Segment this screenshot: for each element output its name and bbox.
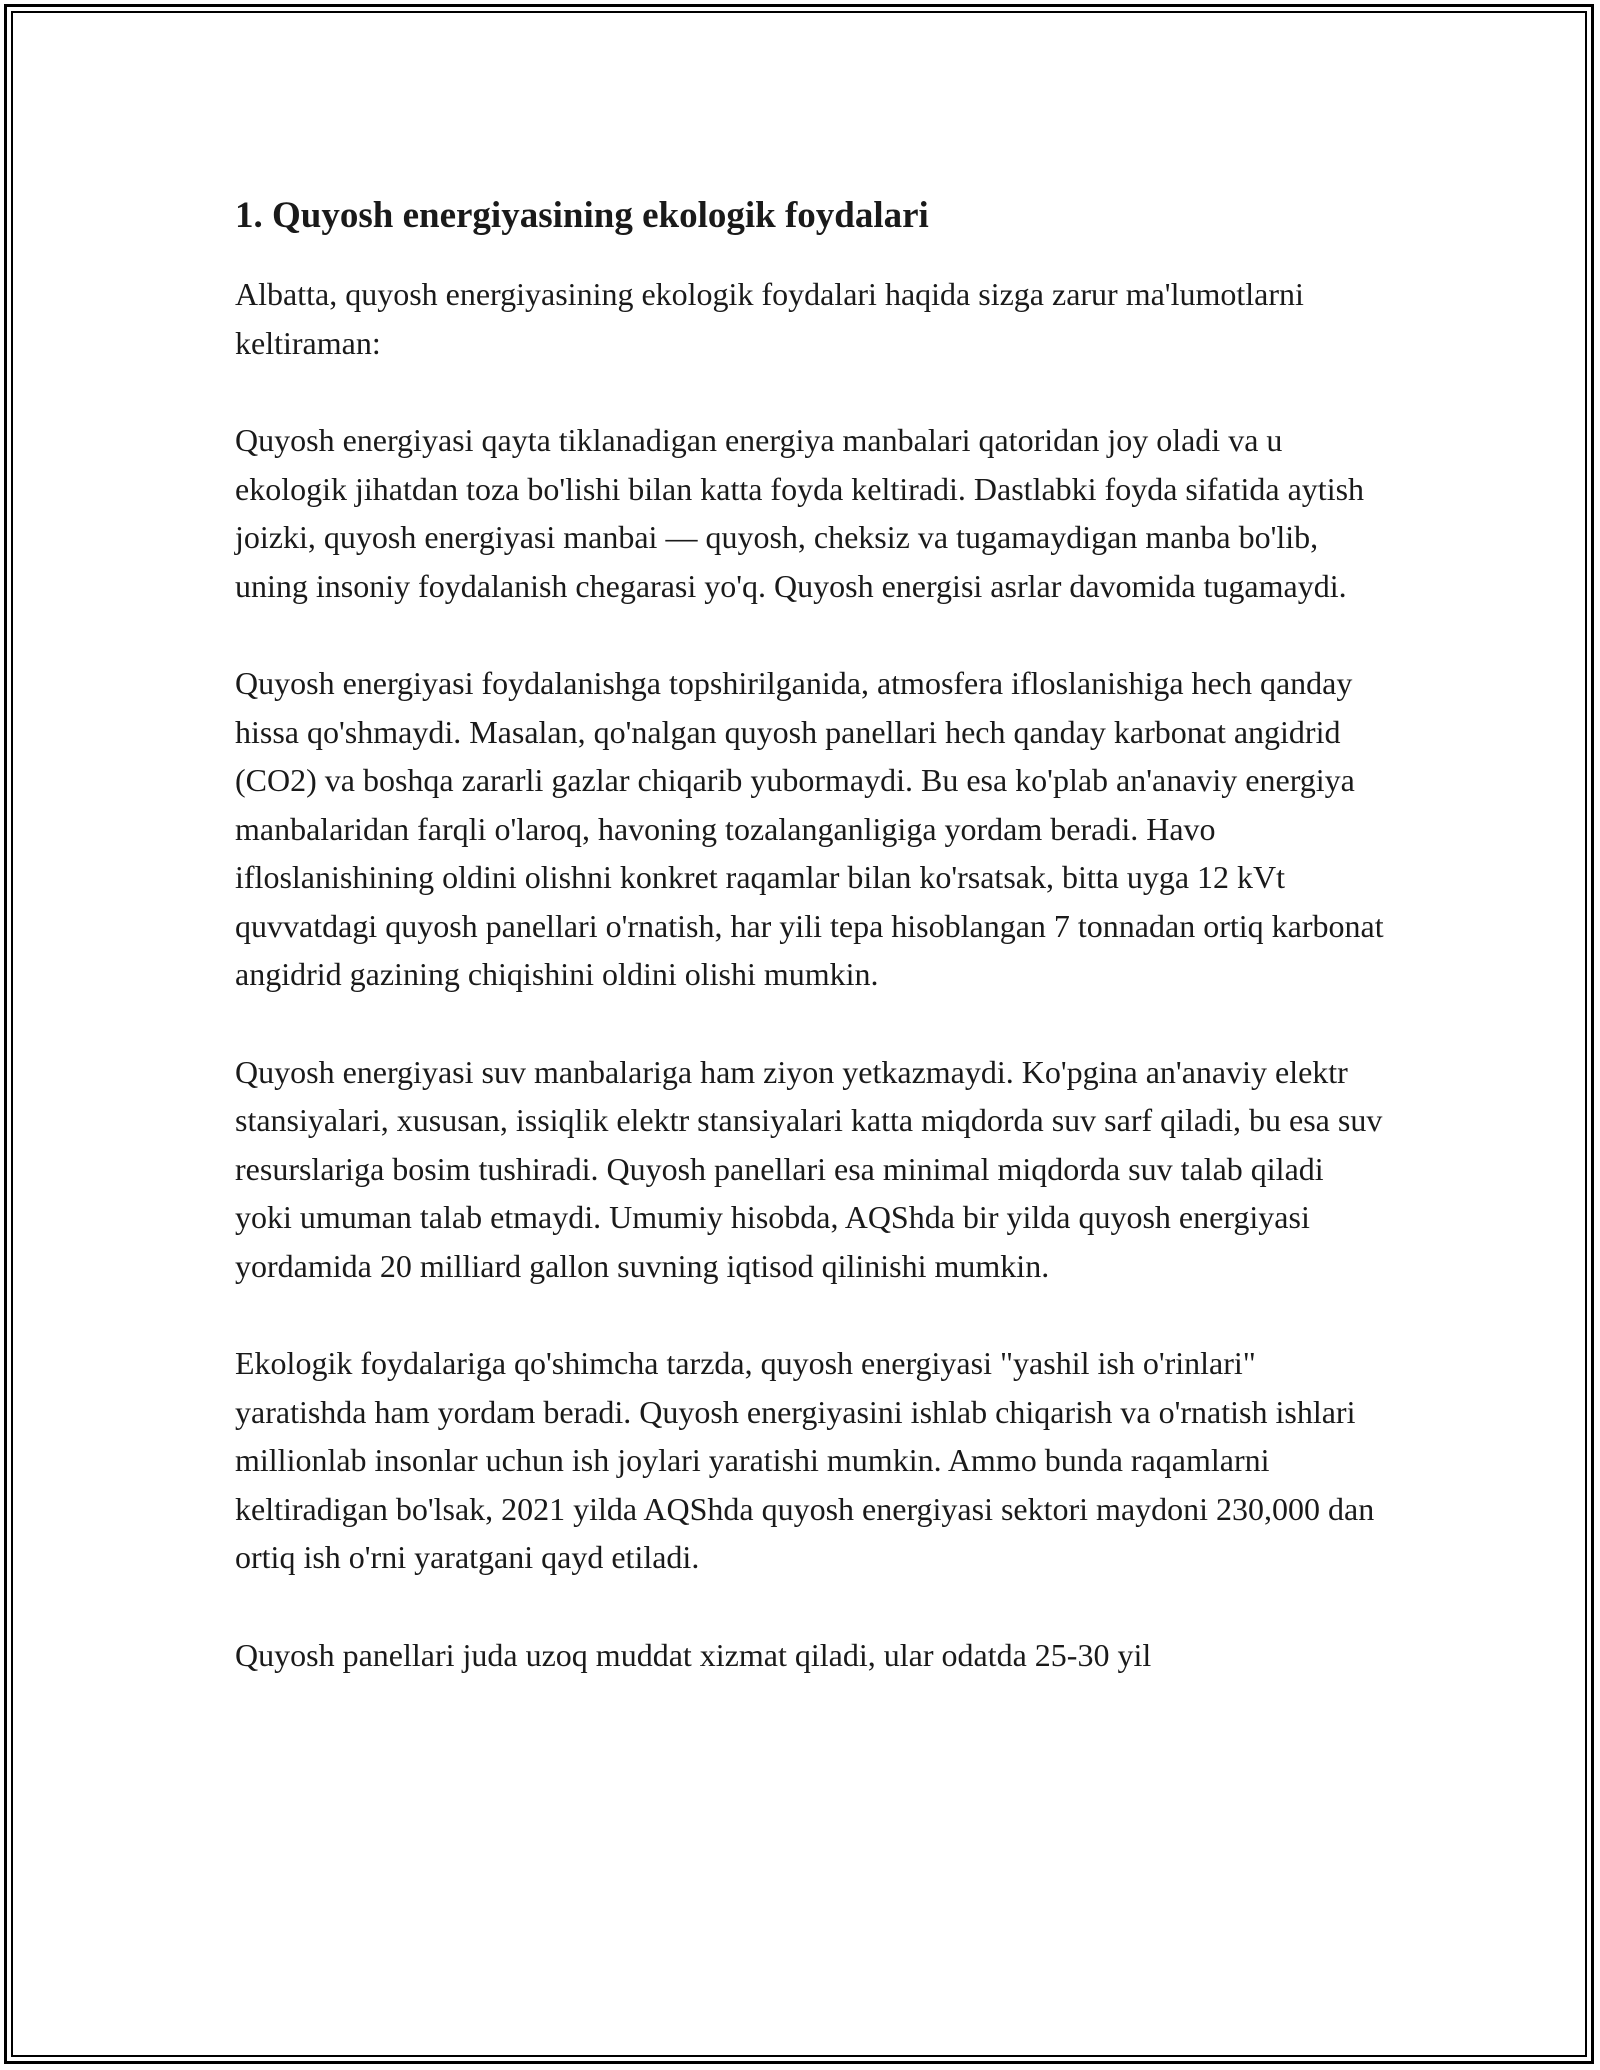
document-body (235, 190, 1385, 1728)
paragraph-air-pollution: Quyosh energiyasi foydalanishga topshirilganida, atmosfera ifloslanishiga hech qanday hissa qo'shmaydi. Masalan, qo'nalgan quyosh panellari hech qanday karbonat angidrid (CO2) va boshqa zararli gazlar chiqarib yubormaydi. Bu esa ko'plab an'anaviy energiya manbalaridan farqli o'laroq, havoning tozalanganligiga yordam beradi. Havo ifloslanishining oldini olishni konkret raqamlar bilan ko'rsatsak, bitta uyga 12 kVt quvvatdagi quyosh panellari o'rnatish, har yili tepa hisoblangan 7 tonnadan ortiq karbonat angidrid gazining chiqishini oldini olishi mumkin. (235, 665, 1384, 992)
paragraph-green-jobs: Ekologik foydalariga qo'shimcha tarzda, quyosh energiyasi "yashil ish o'rinlari" yaratishda ham yordam beradi. Quyosh energiyasini ishlab chiqarish va o'rnatish ishlari millionlab insonlar uchun ish joylari yaratishi mumkin. Ammo bunda raqamlarni keltiradigan bo'lsak, 2021 yilda AQShda quyosh energiyasi sektori maydoni 230,000 dan ortiq ish o'rni yaratgani qayd etiladi. (235, 1345, 1375, 1575)
paragraph-water: Quyosh energiyasi suv manbalariga ham ziyon yetkazmaydi. Ko'pgina an'anaviy elektr stansiyalari, xususan, issiqlik elektr stansiyalari katta miqdorda suv sarf qiladi, bu esa suv resurslariga bosim tushiradi. Quyosh panellari esa minimal miqdorda suv talab qiladi yoki umuman talab etmaydi. Umumiy hisobda, AQShda bir yilda quyosh energiyasi yordamida 20 milliard gallon suvning iqtisod qilinishi mumkin. (235, 1053, 1383, 1284)
paragraph-lifespan: Quyosh panellari juda uzoq muddat xizmat qiladi, ular odatda 25-30 yil (235, 1636, 1152, 1673)
paragraph-renewable: Quyosh energiyasi qayta tiklanadigan energiya manbalari qatoridan joy oladi va u ekologik jihatdan toza bo'lishi bilan katta foyda keltiradi. Dastlabki foyda sifatida aytish joizki, quyosh energiyasi manbai — quyosh, cheksiz va tugamaydigan manba bo'lib, uning insoniy foydalanish chegarasi yo'q. Quyosh energisi asrlar davomida tugamaydi. (235, 422, 1365, 604)
document-title: 1. Quyosh energiyasining ekologik foydalari (235, 195, 929, 236)
paragraph-intro: Albatta, quyosh energiyasining ekologik foydalari haqida sizga zarur ma'lumotlarni keltiraman: (235, 276, 1304, 361)
